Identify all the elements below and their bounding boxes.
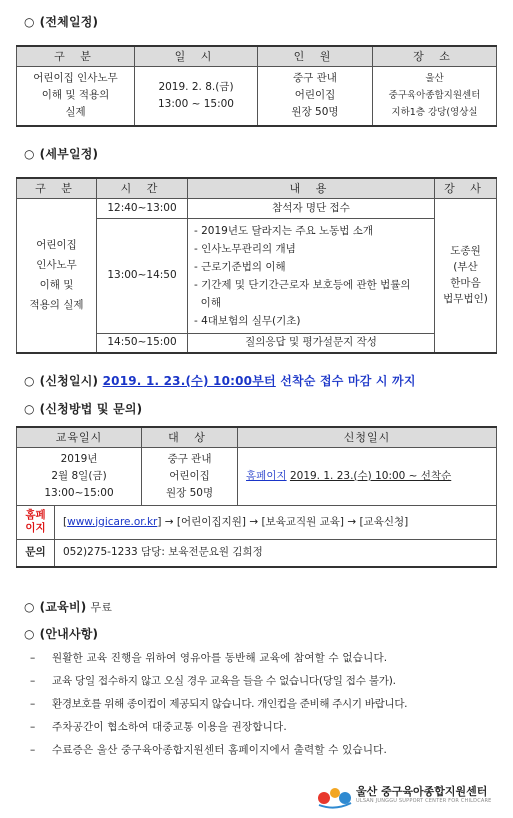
col-header: 신청일시 [238,427,497,447]
time-cell: 13:00~14:50 [97,218,188,333]
table-header-row [17,178,497,198]
col-header: 일 시 [135,46,258,66]
datetime-cell: 2019. 2. 8.(금) 13:00 ~ 15:00 [135,66,258,126]
list-item: - 4대보험의 실무(기초) [194,314,301,327]
center-logo [316,783,496,809]
col-header: 강 사 [435,178,497,198]
list-item: – 수료증은 울산 중구육아종합지원센터 홈페이지에서 출력할 수 있습니다. [30,744,388,756]
apply-method-table [16,426,497,568]
apply-period-cell: 홈페이지 2019. 1. 23.(수) 10:00 ~ 선착순 [238,447,497,505]
overall-schedule-table [16,45,497,127]
list-item: – 원활한 교육 진행을 위하여 영유아를 동반해 교육에 참여할 수 없습니다. [30,652,388,664]
table-header-row [17,427,497,447]
list-item: 이해 [194,296,221,309]
table-row [17,198,497,218]
overall-heading: ○ (전체일정) [24,15,99,29]
homepage-path-cell: [www.jgicare.or.kr] → [어린이집지원] → [보육교직원 교육] → [교육신청] [55,505,497,539]
contact-value: 052)275-1233 담당: 보육전문요원 김희정 [55,539,497,567]
col-header: 구 분 [17,46,135,66]
content-cell: 질의응답 및 평가설문지 작성 [188,333,435,353]
logo-name: 울산 중구육아종합지원센터 [356,785,488,798]
list-item: - 2019년도 달라지는 주요 노동법 소개 [194,224,374,237]
detail-heading: ○ (세부일정) [24,147,99,161]
edu-date-cell: 2019년 2월 8일(금) 13:00~15:00 [17,447,142,505]
col-header: 교육일시 [17,427,142,447]
logo-english: ULSAN JUNGGU SUPPORT CENTER FOR CHILDCARE [356,798,492,804]
list-item: - 근로기준법의 이해 [194,260,286,273]
col-header: 대 상 [142,427,238,447]
notice-heading: ○ (안내사항) [24,627,99,641]
table-row [17,539,497,567]
apply-method-heading: ○ (신청방법 및 문의) [24,402,143,416]
place-cell: 울산 중구육아종합지원센터 지하1층 강당(영상실 [373,66,497,126]
time-cell: 12:40~13:00 [97,198,188,218]
list-item: - 기간제 및 단기간근로자 보호등에 관한 법률의 [194,278,411,291]
center-logo-icon [316,783,354,809]
table-row [17,66,497,126]
fee-value: 무료 [90,601,113,614]
fee-line: ○ (교육비) 무료 [24,600,113,614]
category-cell: 어린이집 인사노무 이해 및 적용의 실제 [17,66,135,126]
contact-label: 문의 [17,539,55,567]
col-header: 내 용 [188,178,435,198]
instructor-cell: 도종원 (부산 한마음 법무법인) [435,198,497,353]
url-link[interactable]: www.jgicare.or.kr [67,515,158,528]
list-item: – 환경보호를 위해 종이컵이 제공되지 않습니다. 개인컵을 준비해 주시기 바랍니다. [30,698,408,710]
detail-schedule-table [16,177,497,354]
table-row [17,447,497,505]
homepage-label-cell: 홈페 이지 [17,505,55,539]
col-header: 인 원 [258,46,373,66]
notice-list [30,647,500,762]
category-cell: 어린이집 인사노무 이해 및 적용의 실제 [17,198,97,353]
target-cell: 중구 관내 어린이집 원장 50명 [142,447,238,505]
col-header: 장 소 [373,46,497,66]
list-item: – 교육 당일 접수하지 않고 오실 경우 교육을 들을 수 없습니다(당일 접수 불가). [30,675,396,687]
table-header-row [17,46,497,66]
list-item: - 인사노무관리의 개념 [194,242,296,255]
table-row [17,505,497,539]
people-cell: 중구 관내 어린이집 원장 50명 [258,66,373,126]
col-header: 구 분 [17,178,97,198]
list-item: – 주차공간이 협소하여 대중교통 이용을 권장합니다. [30,721,287,733]
content-cell: 참석자 명단 접수 [188,198,435,218]
apply-date-value: 2019. 1. 23.(수) 10:00부터 [102,374,276,388]
col-header: 시 간 [97,178,188,198]
homepage-link[interactable]: 홈페이지 [246,469,287,482]
apply-date-suffix: 선착순 접수 마감 시 까지 [280,374,416,388]
content-bullet-list [188,218,435,333]
time-cell: 14:50~15:00 [97,333,188,353]
apply-date-line: ○ (신청일시) 2019. 1. 23.(수) 10:00부터 선착순 접수 마감 시 까지 [24,374,416,388]
